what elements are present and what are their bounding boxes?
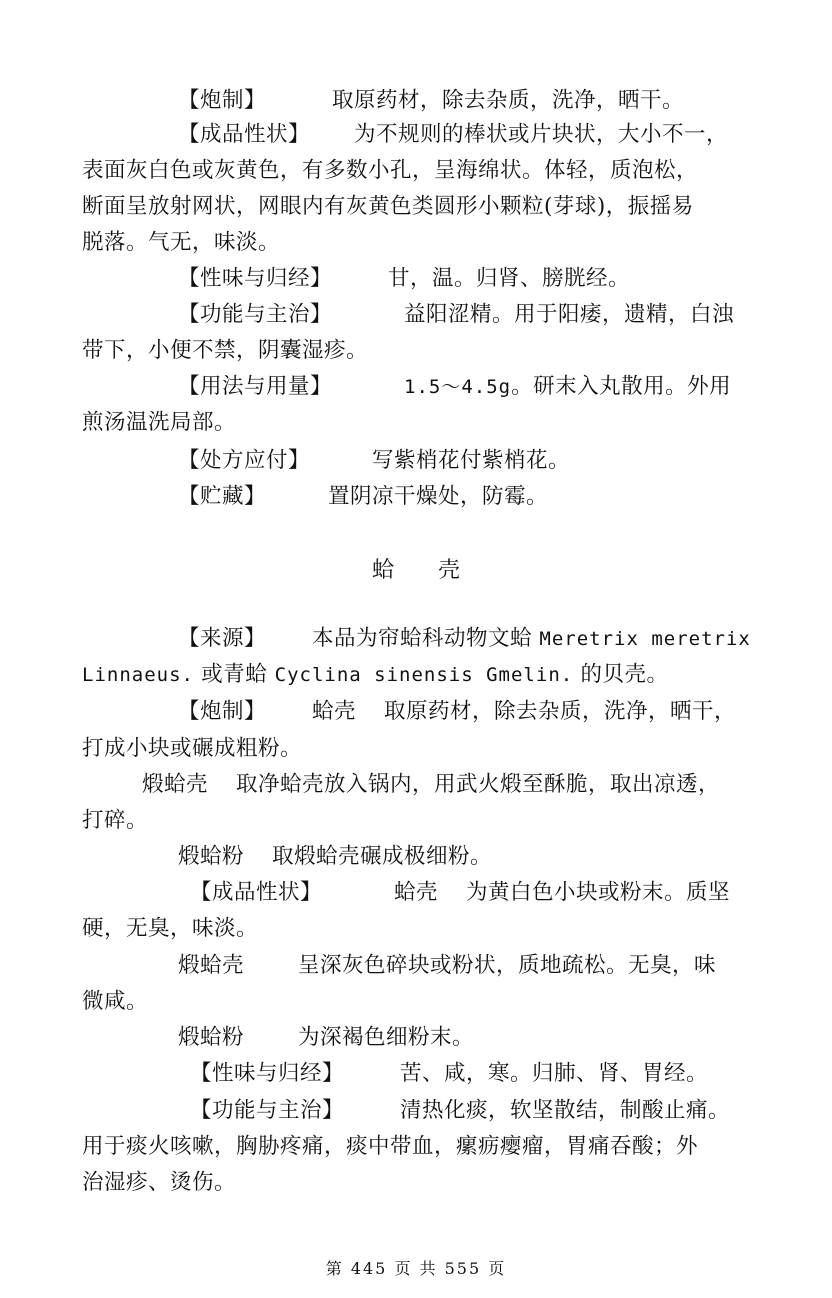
duanhafen-line (178, 842, 492, 872)
main-gongneng-text-1: 清热化痰，软坚散结，制酸止痛。 (400, 1098, 731, 1123)
main-chengpin-text-1: 为黄白色小块或粉末。质坚 (466, 880, 731, 905)
duanhaqiao-line-1 (142, 770, 720, 800)
xingwei-label: 【性味与归经】 (178, 266, 333, 291)
duanhaqiao-line-2: 打碎。 (82, 808, 149, 833)
section-title-char-2: 壳 (438, 558, 461, 583)
duanhaqiao2-text-1: 呈深灰色碎块或粉状，质地疏松。无臭，味 (298, 953, 717, 978)
paozhi-text: 取原药材，除去杂质，洗净，晒干。 (332, 88, 685, 113)
page-number-footer: 第 445 页 共 555 页 (325, 1259, 507, 1278)
main-xingwei-label: 【性味与归经】 (190, 1061, 345, 1086)
main-paozhi-label: 【炮制】 (178, 699, 267, 724)
chengpin-line-1 (178, 120, 728, 150)
yongfa-line-1 (178, 372, 731, 402)
duanhaqiao-name: 煅蛤壳 (142, 772, 209, 797)
main-gongneng-line-2: 用于痰火咳嗽，胸胁疼痛，痰中带血，瘰疬瘿瘤，胃痛吞酸；外 (82, 1134, 699, 1159)
zhucang-text: 置阴凉干燥处，防霉。 (328, 484, 549, 509)
chengpin-line-4: 脱落。气无，味淡。 (82, 230, 281, 255)
gongneng-text-1: 益阳涩精。用于阳痿，遗精，白浊 (404, 302, 735, 327)
yongfa-dose: 1.5～4.5g (404, 376, 512, 398)
section-title-char-1: 蛤 (371, 558, 394, 583)
duanhaqiao-text-1: 取净蛤壳放入锅内，用武火煅至酥脆，取出凉透， (236, 772, 721, 797)
yongfa-line-2: 煎汤温洗局部。 (82, 410, 237, 435)
main-paozhi-line-1 (178, 697, 736, 727)
zhucang-line (178, 482, 548, 512)
paozhi-line (178, 86, 684, 116)
laiyuan-label: 【来源】 (178, 626, 267, 651)
laiyuan-text-1: 本品为帘蛤科动物文蛤 (312, 626, 533, 651)
duanhafen-text: 取煅蛤壳碾成极细粉。 (272, 844, 493, 869)
duanhaqiao2-line-2: 微咸。 (82, 989, 149, 1014)
yongfa-label: 【用法与用量】 (178, 374, 333, 399)
section-title (0, 553, 832, 584)
duanhafen2-text: 为深褐色细粉末。 (298, 1025, 475, 1050)
duanhafen2-name: 煅蛤粉 (178, 1025, 245, 1050)
main-chengpin-name: 蛤壳 (394, 880, 439, 905)
chufang-label: 【处方应付】 (178, 448, 311, 473)
chengpin-line-2: 表面灰白色或灰黄色，有多数小孔，呈海绵状。体轻，质泡松， (82, 158, 699, 183)
xingwei-line (178, 264, 630, 294)
laiyuan-latin-2: Linnaeus. (82, 664, 194, 686)
main-chengpin-line-1 (190, 878, 730, 908)
gongneng-line-1 (178, 300, 734, 330)
paozhi-label: 【炮制】 (178, 88, 267, 113)
duanhafen-name: 煅蛤粉 (178, 844, 245, 869)
laiyuan-line-1 (178, 624, 751, 654)
laiyuan-text-3: 的贝壳。 (580, 662, 669, 687)
chengpin-label: 【成品性状】 (178, 122, 311, 147)
main-paozhi-text-1: 取原药材，除去杂质，洗净，晒干， (384, 699, 737, 724)
chufang-text: 写紫梢花付紫梢花。 (372, 448, 571, 473)
laiyuan-line-2 (82, 660, 669, 690)
main-gongneng-line-3: 治湿疹、烫伤。 (82, 1170, 237, 1195)
main-paozhi-line-2: 打成小块或碾成粗粉。 (82, 736, 303, 761)
laiyuan-latin-1: Meretrix meretrix (539, 628, 751, 650)
duanhafen2-line (178, 1023, 474, 1053)
gongneng-line-2: 带下，小便不禁，阴囊湿疹。 (82, 338, 369, 363)
xingwei-text: 甘，温。归肾、膀胱经。 (388, 266, 631, 291)
laiyuan-text-2: 或青蛤 (201, 662, 268, 687)
main-xingwei-line (190, 1059, 708, 1089)
main-gongneng-label: 【功能与主治】 (190, 1098, 345, 1123)
chengpin-text-1: 为不规则的棒状或片块状，大小不一， (354, 122, 729, 147)
main-paozhi-name: 蛤壳 (312, 699, 357, 724)
main-xingwei-text: 苦、咸，寒。归肺、肾、胃经。 (400, 1061, 709, 1086)
main-chengpin-label: 【成品性状】 (190, 880, 323, 905)
yongfa-text-1: 。研末入丸散用。外用 (511, 374, 732, 399)
laiyuan-latin-3: Cyclina sinensis Gmelin. (274, 664, 574, 686)
main-gongneng-line-1 (190, 1096, 730, 1126)
chengpin-line-3: 断面呈放射网状，网眼内有灰黄色类圆形小颗粒(芽球)，振摇易 (82, 194, 694, 219)
duanhaqiao2-line-1 (178, 951, 716, 981)
zhucang-label: 【贮藏】 (178, 484, 267, 509)
gongneng-label: 【功能与主治】 (178, 302, 333, 327)
duanhaqiao2-name: 煅蛤壳 (178, 953, 245, 978)
main-chengpin-line-2: 硬，无臭，味淡。 (82, 916, 259, 941)
chufang-line (178, 446, 570, 476)
